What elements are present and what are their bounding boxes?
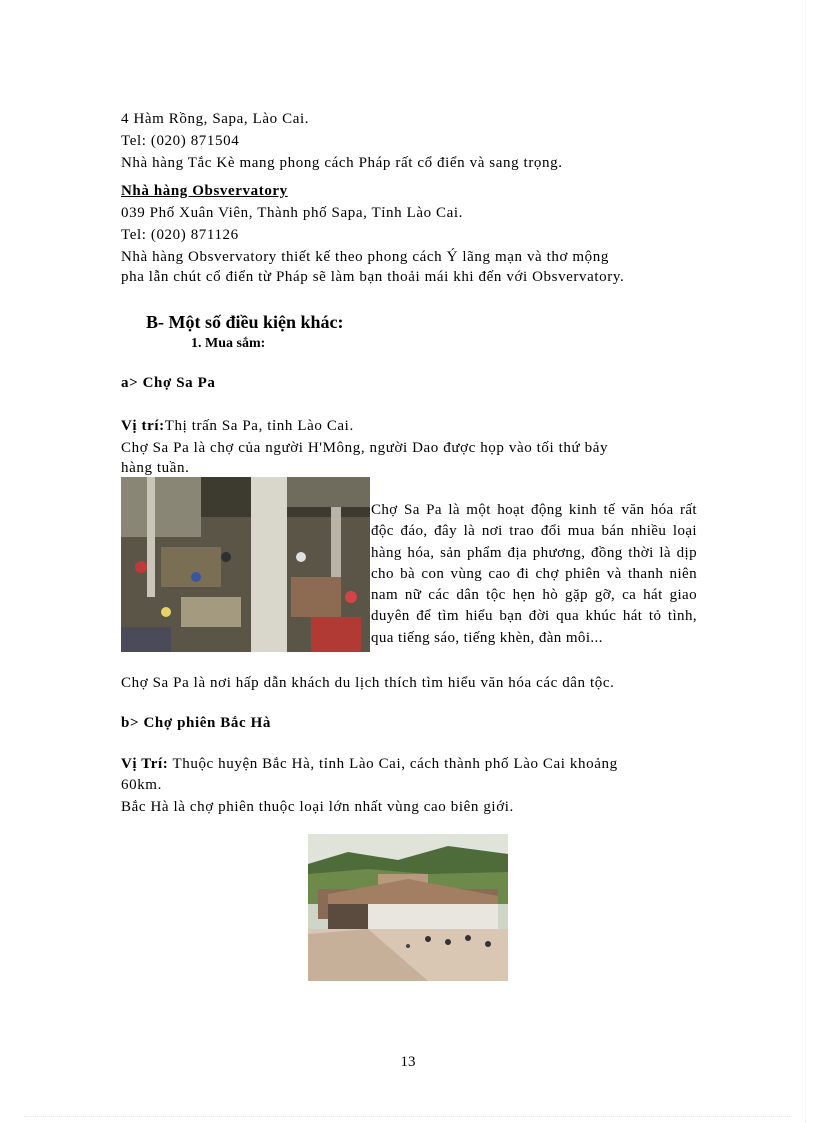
market-heading: a> Chợ Sa Pa bbox=[121, 375, 216, 391]
footer-divider bbox=[24, 1116, 792, 1117]
location-label: Vị trí: bbox=[121, 418, 165, 434]
sapa-market-photo-graphic bbox=[121, 477, 370, 652]
market-summary: Chợ Sa Pa là nơi hấp dẫn khách du lịch thích tìm hiểu văn hóa các dân tộc. bbox=[121, 675, 615, 691]
address-line: 039 Phố Xuân Viên, Thành phố Sapa, Tỉnh Lào Cai. bbox=[121, 205, 464, 221]
margin-divider bbox=[805, 0, 806, 1123]
subsection-heading: 1. Mua sắm: bbox=[191, 336, 266, 351]
location-line-cont: 60km. bbox=[121, 777, 162, 793]
phone-line: Tel: (020) 871504 bbox=[121, 133, 240, 149]
bac-ha-market-photo-graphic bbox=[308, 834, 508, 981]
phone-line: Tel: (020) 871126 bbox=[121, 227, 239, 243]
restaurant-description-cont: pha lẫn chút cổ điển từ Pháp sẽ làm bạn thoải mái khi đến với Obsvervatory. bbox=[121, 269, 625, 285]
market-description: Chợ Sa Pa là chợ của người H'Mông, người Dao được họp vào tối thứ bảy bbox=[121, 440, 609, 456]
wrap-paragraph: Chợ Sa Pa là một hoạt động kinh tế văn hóa rất độc đáo, đây là nơi trao đổi mua bán nhiều loại hàng hóa, sản phẩm địa phương, đồng thời là dịp cho bà con vùng cao đi chợ phiên và thanh niên nam nữ các dân tộc hẹn hò gặp gỡ, ca hát giao duyên để tìm hiểu bạn đời qua khúc hát tỏ tình, qua tiếng sáo, tiếng khèn, đàn môi... bbox=[371, 502, 697, 646]
market-description: Bắc Hà là chợ phiên thuộc loại lớn nhất vùng cao biên giới. bbox=[121, 799, 514, 815]
restaurant-description: Nhà hàng Tắc Kè mang phong cách Pháp rất cổ điển và sang trọng. bbox=[121, 155, 563, 171]
page-number: 13 bbox=[400, 1054, 416, 1070]
bac-ha-market-photo bbox=[308, 834, 508, 981]
location-line bbox=[121, 417, 354, 435]
section-heading: B- Một số điều kiện khác: bbox=[146, 312, 344, 332]
location-text: Thị trấn Sa Pa, tỉnh Lào Cai. bbox=[164, 418, 354, 434]
market-heading: b> Chợ phiên Bắc Hà bbox=[121, 715, 271, 731]
market-wrap-text bbox=[371, 500, 697, 649]
location-label: Vị Trí: bbox=[121, 756, 169, 772]
location-text: Thuộc huyện Bắc Hà, tỉnh Lào Cai, cách thành phố Lào Cai khoảng bbox=[168, 756, 618, 772]
restaurant-description: Nhà hàng Obsvervatory thiết kế theo phong cách Ý lãng mạn và thơ mộng bbox=[121, 249, 609, 265]
restaurant-heading: Nhà hàng Obsvervatory bbox=[121, 183, 288, 199]
location-line bbox=[121, 755, 696, 773]
sapa-market-photo bbox=[121, 477, 370, 652]
address-line: 4 Hàm Rồng, Sapa, Lào Cai. bbox=[121, 111, 310, 127]
market-description-cont: hàng tuần. bbox=[121, 460, 190, 476]
